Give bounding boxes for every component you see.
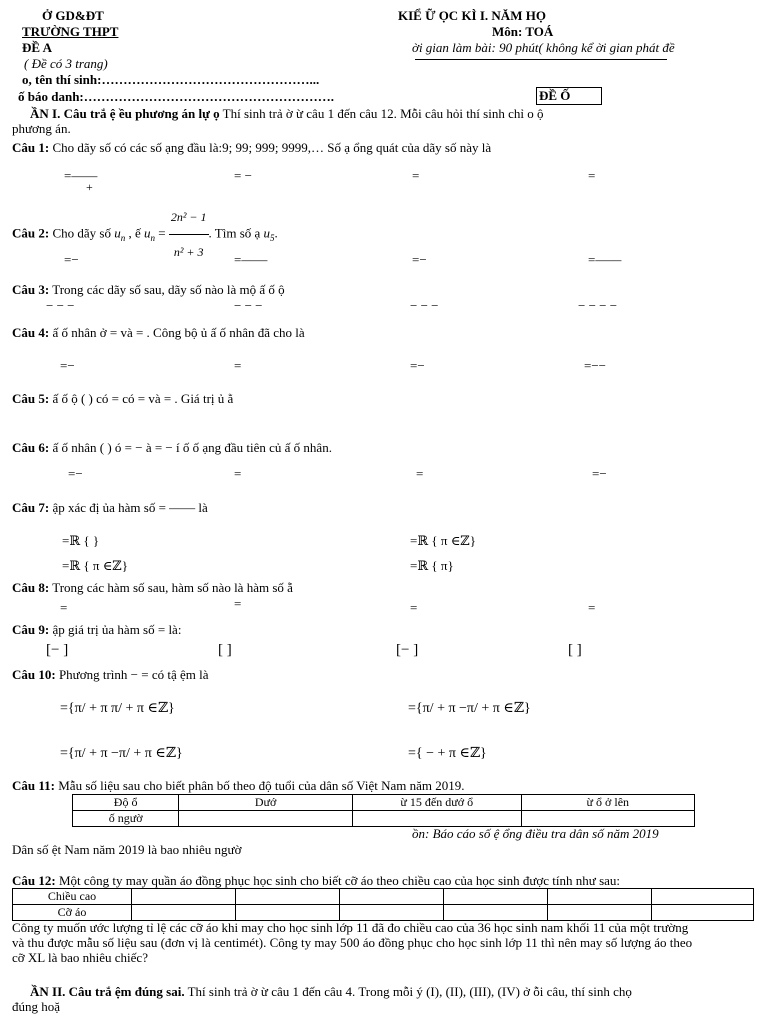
table-cell: ừ 15 đến dướ ổ [352, 795, 521, 811]
question-9-text: ập giá trị ủa hàm số = là: [49, 622, 182, 637]
q3-option-b[interactable]: − − − [234, 298, 263, 313]
table-cell: Dướ [179, 795, 353, 811]
table-row [13, 889, 754, 905]
exam-code-box: ĐỀ Ố [536, 87, 602, 105]
question-5-text: ấ ố ộ ( ) có = có = và = . Giá trị ủ ằ [49, 391, 234, 406]
q4-option-c[interactable]: =− [410, 358, 425, 373]
table-row [73, 795, 695, 811]
page-count: ( Đề có 3 trang) [24, 56, 108, 71]
part2-instruction-cont: đúng hoặ [12, 999, 61, 1014]
size-table [12, 888, 754, 921]
question-2-sub-n: n [120, 233, 126, 244]
part2-instruction: Thí sinh trả ờ ừ câu 1 đến câu 4. Trong mỗi ý (I), (II), (III), (IV) ở ỗi câu, thí sinh chọ [184, 984, 632, 999]
school-name: TRƯỜNG THPT [22, 24, 119, 39]
part1-heading [30, 106, 543, 122]
table-cell: Độ ổ [73, 795, 179, 811]
q12-paragraph-2: và thu được mẫu số liệu sau (đơn vị là centimét). Công ty may 500 áo đồng phục cho học sinh lớp 11 thì nên may số lượng áo theo [12, 935, 693, 950]
q6-option-d[interactable]: =− [592, 466, 607, 481]
table-cell [444, 905, 548, 921]
question-6 [12, 440, 332, 456]
question-12 [12, 873, 620, 889]
q7-option-d[interactable]: =ℝ { π} [410, 558, 454, 573]
question-7-text: ập xác đị ủa hàm số = —— là [49, 500, 208, 515]
q2-option-c[interactable]: =− [412, 252, 427, 267]
table-cell [236, 889, 340, 905]
q1-option-d[interactable]: = [588, 168, 596, 183]
question-12-text: Một công ty may quần áo đồng phục học sinh cho biết cỡ áo theo chiều cao của học sinh được tính như sau: [55, 873, 621, 888]
table-cell [652, 905, 754, 921]
candidate-name-line: o, tên thí sinh:…………………………………………... [22, 72, 320, 87]
table-cell: ố ngườ [73, 811, 179, 827]
q10-option-d[interactable]: ={ − + π ∈ℤ} [408, 746, 487, 761]
table-cell [352, 811, 521, 827]
question-2-u5: u [263, 225, 271, 241]
table-cell [340, 889, 444, 905]
header-divider [415, 59, 667, 60]
table-cell [548, 905, 652, 921]
question-1 [12, 140, 491, 156]
q8-option-d[interactable]: = [588, 600, 596, 615]
question-4-text: ấ ố nhân ở = và = . Công bộ ủ ấ ố nhân đã cho là [49, 325, 305, 340]
table-row [73, 811, 695, 827]
q10-option-a[interactable]: ={π/ + π π/ + π ∈ℤ} [60, 701, 175, 716]
q9-option-a[interactable]: [− ] [46, 642, 69, 658]
part1-instruction: Thí sinh trả ờ ừ câu 1 đến câu 12. Mỗi câu hỏi thí sinh chỉ o ộ [219, 106, 544, 121]
q11-question: Dân số ệt Nam năm 2019 là bao nhiêu ngườ [12, 842, 242, 857]
question-3 [12, 282, 285, 298]
q2-option-a[interactable]: =− [64, 252, 79, 267]
table-cell [444, 889, 548, 905]
q8-option-c[interactable]: = [410, 600, 418, 615]
question-11-label: Câu 11: [12, 778, 55, 793]
q1-option-a[interactable]: =—— + [64, 168, 98, 194]
question-6-text: ấ ố nhân ( ) ó = − à = − í ố ố ạng đầu tiên củ ấ ố nhân. [49, 440, 332, 455]
q6-option-c[interactable]: = [416, 466, 424, 481]
question-5-label: Câu 5: [12, 391, 50, 406]
question-3-text: Trong các dãy số sau, dãy số nào là mộ ấ ố ộ [49, 282, 285, 297]
q4-option-a[interactable]: =− [60, 358, 75, 373]
question-4 [12, 325, 305, 341]
question-2-sub-5: 5 [270, 233, 275, 244]
question-7 [12, 500, 208, 516]
table-cell [340, 905, 444, 921]
exam-title: KIỂ Ữ ỌC KÌ I. NĂM HỌ [398, 8, 546, 23]
question-2-frac-den: n² + 3 [169, 234, 209, 269]
time-limit: ời gian làm bài: 90 phút( không kể ời gian phát đề [412, 40, 675, 55]
table-row [13, 905, 754, 921]
question-4-label: Câu 4: [12, 325, 50, 340]
q6-option-b[interactable]: = [234, 466, 242, 481]
question-9 [12, 622, 181, 638]
table-cell: ừ ổ ở lên [521, 795, 694, 811]
table-cell: Cỡ áo [13, 905, 132, 921]
q12-paragraph-1: Công ty muốn ước lượng tỉ lệ các cỡ áo khi may cho học sinh lớp 11 đã đo chiều cao của 36 học sinh nam khối 11 của một trường [12, 920, 689, 935]
question-2-label: Câu 2: [12, 225, 50, 241]
part1-title: ẦN I. Câu trắ ệ ều phương án lự ọ [30, 106, 220, 121]
q3-option-a[interactable]: − − − [46, 298, 75, 313]
q7-option-a[interactable]: =ℝ { } [62, 533, 100, 548]
q3-option-c[interactable]: − − − [410, 298, 439, 313]
question-2-text-c: . Tìm số ạ [208, 225, 264, 241]
q1-option-c[interactable]: = [412, 168, 420, 183]
question-10 [12, 667, 209, 683]
q2-option-d[interactable]: =—— [588, 252, 622, 267]
question-2-text-b: , ế [125, 225, 144, 241]
part2-title: ẦN II. Câu trắ ệm đúng sai. [30, 984, 185, 999]
question-2-un: u [114, 225, 121, 241]
q9-option-d[interactable]: [ ] [568, 642, 582, 658]
part1-instruction-cont: phương án. [12, 121, 71, 136]
question-6-label: Câu 6: [12, 440, 50, 455]
part2-heading [30, 984, 632, 1000]
question-10-label: Câu 10: [12, 667, 56, 682]
q6-option-a[interactable]: =− [68, 466, 83, 481]
question-5 [12, 391, 233, 407]
subject: Môn: TOÁ [492, 24, 554, 39]
q10-option-c[interactable]: ={π/ + π −π/ + π ∈ℤ} [60, 746, 183, 761]
question-2-text-d: . [274, 225, 278, 241]
question-11 [12, 778, 464, 794]
q10-option-b[interactable]: ={π/ + π −π/ + π ∈ℤ} [408, 701, 531, 716]
q1-option-a-text: =—— [64, 168, 98, 183]
question-1-label: Câu 1: [12, 140, 50, 155]
question-8 [12, 580, 293, 596]
q7-option-b[interactable]: =ℝ { π ∈ℤ} [410, 533, 477, 548]
question-2-fraction [169, 200, 209, 269]
question-3-label: Câu 3: [12, 282, 50, 297]
question-2-frac-num: 2n² − 1 [170, 210, 207, 224]
question-1-text: Cho dãy số có các số ạng đầu là:9; 99; 999; 9999,… Số ạ ổng quát của dãy số này là [49, 140, 492, 155]
question-2: Câu 2: Cho dãy số $u_n$ , ế $u_n$ = $\frac{\text{2n² − 1}}{\text{n² + 3}}$ . Tìm số ạ $u_5$. [12, 200, 278, 269]
candidate-id-line: ố báo danh:…………………………………………………. [18, 89, 334, 104]
q2-option-b[interactable]: =—— [234, 252, 268, 267]
q4-option-d[interactable]: =−− [584, 358, 606, 373]
question-8-text: Trong các hàm số sau, hàm số nào là hàm số ẵ [49, 580, 293, 595]
table-cell [179, 811, 353, 827]
department-name: Ở GD&ĐT [42, 8, 104, 23]
table-cell [652, 889, 754, 905]
question-12-label: Câu 12: [12, 873, 56, 888]
exam-code-label: ĐỀ A [22, 40, 52, 55]
question-7-label: Câu 7: [12, 500, 50, 515]
q9-option-b[interactable]: [ ] [218, 642, 232, 658]
table-cell [132, 889, 236, 905]
table-cell [548, 889, 652, 905]
q3-option-d[interactable]: − − − − [578, 298, 618, 313]
question-8-label: Câu 8: [12, 580, 50, 595]
q11-source: ồn: Báo cáo số ệ ổng điều tra dân số năm 2019 [412, 826, 659, 841]
table-cell [236, 905, 340, 921]
question-9-label: Câu 9: [12, 622, 50, 637]
question-10-text: Phương trình − = có tậ ệm là [55, 667, 209, 682]
q1-option-b[interactable]: = − [234, 168, 252, 183]
question-11-text: Mẫu số liệu sau cho biết phân bố theo độ tuổi của dân số Việt Nam năm 2019. [54, 778, 465, 793]
q9-option-c[interactable]: [− ] [396, 642, 419, 658]
table-cell [521, 811, 694, 827]
table-cell [132, 905, 236, 921]
question-2-text-a: Cho dãy số [49, 225, 115, 241]
table-cell: Chiều cao [13, 889, 132, 905]
q8-option-a[interactable]: = [60, 600, 68, 615]
q7-option-c[interactable]: =ℝ { π ∈ℤ} [62, 558, 129, 573]
q8-option-b[interactable]: = [234, 596, 242, 611]
q12-paragraph-3: cỡ XL là bao nhiêu chiếc? [12, 950, 148, 965]
q4-option-b[interactable]: = [234, 358, 242, 373]
age-distribution-table [72, 794, 695, 827]
